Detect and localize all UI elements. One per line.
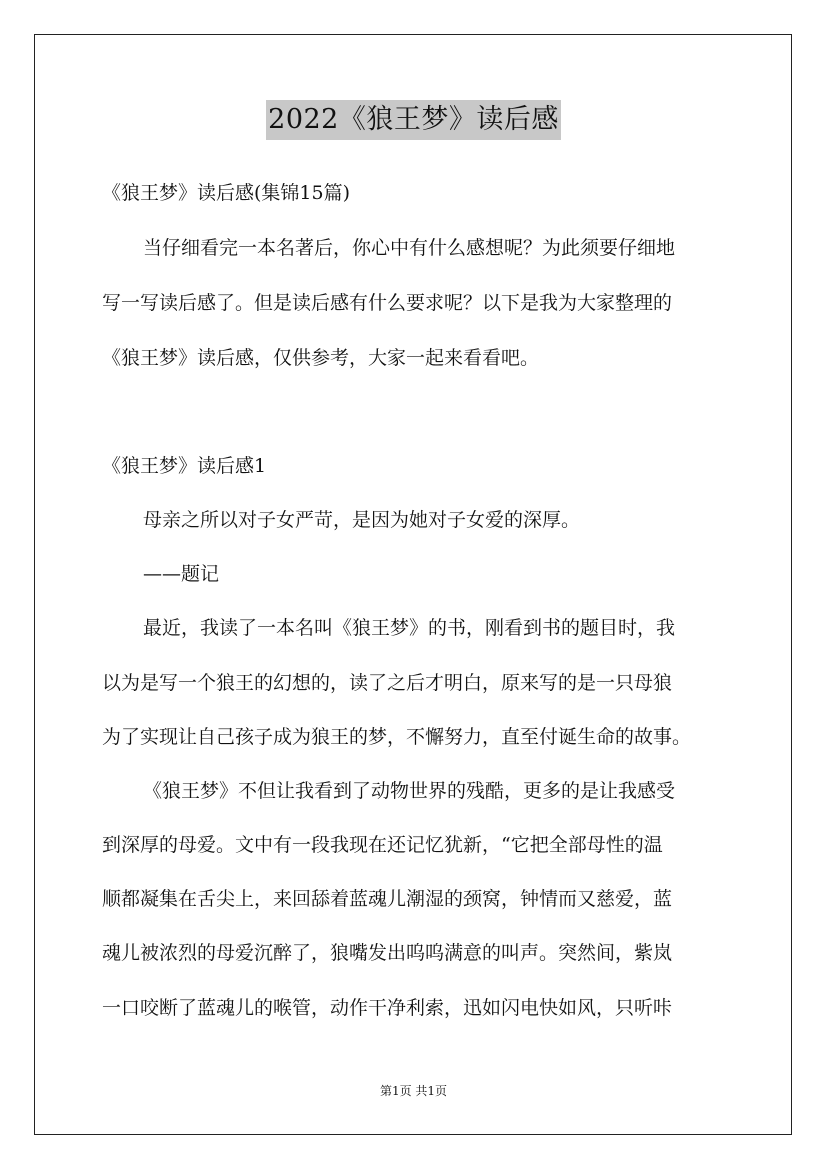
paragraph-line: 《狼王梦》不但让我看到了动物世界的残酷，更多的是让我感受: [143, 780, 676, 802]
title-container: [0, 100, 827, 140]
paragraph-line: 一口咬断了蓝魂儿的喉管，动作干净利索，迅如闪电快如风，只听咔: [102, 997, 673, 1019]
paragraph-line: 到深厚的母爱。文中有一段我现在还记忆犹新，“它把全部母性的温: [102, 834, 663, 856]
epigraph: 母亲之所以对子女严苛，是因为她对子女爱的深厚。: [143, 509, 581, 531]
intro-line: 当仔细看完一本名著后，你心中有什么感想呢？为此须要仔细地: [143, 237, 676, 259]
section-heading: 《狼王梦》读后感1: [102, 455, 267, 477]
paragraph-line: 最近，我读了一本名叫《狼王梦》的书，刚看到书的题目时，我: [143, 617, 676, 639]
document-title: 2022《狼王梦》读后感: [266, 100, 561, 140]
paragraph-line: 魂儿被浓烈的母爱沉醉了，狼嘴发出呜呜满意的叫声。突然间，紫岚: [102, 942, 673, 964]
page-number-footer: 第1页 共1页: [379, 1084, 448, 1098]
paragraph-line: 为了实现让自己孩子成为狼王的梦，不懈努力，直至付诞生命的故事。: [102, 726, 692, 748]
document-subtitle: 《狼王梦》读后感(集锦15篇): [102, 182, 351, 204]
paragraph-line: 顺都凝集在舌尖上，来回舔着蓝魂儿潮湿的颈窝，钟情而又慈爱，蓝: [102, 888, 673, 910]
intro-line: 《狼王梦》读后感，仅供参考，大家一起来看看吧。: [102, 347, 540, 369]
intro-line: 写一写读后感了。但是读后感有什么要求呢？以下是我为大家整理的: [102, 292, 673, 314]
paragraph-line: 以为是写一个狼王的幻想的，读了之后才明白，原来写的是一只母狼: [102, 672, 673, 694]
epigraph-source: ——题记: [143, 563, 220, 585]
